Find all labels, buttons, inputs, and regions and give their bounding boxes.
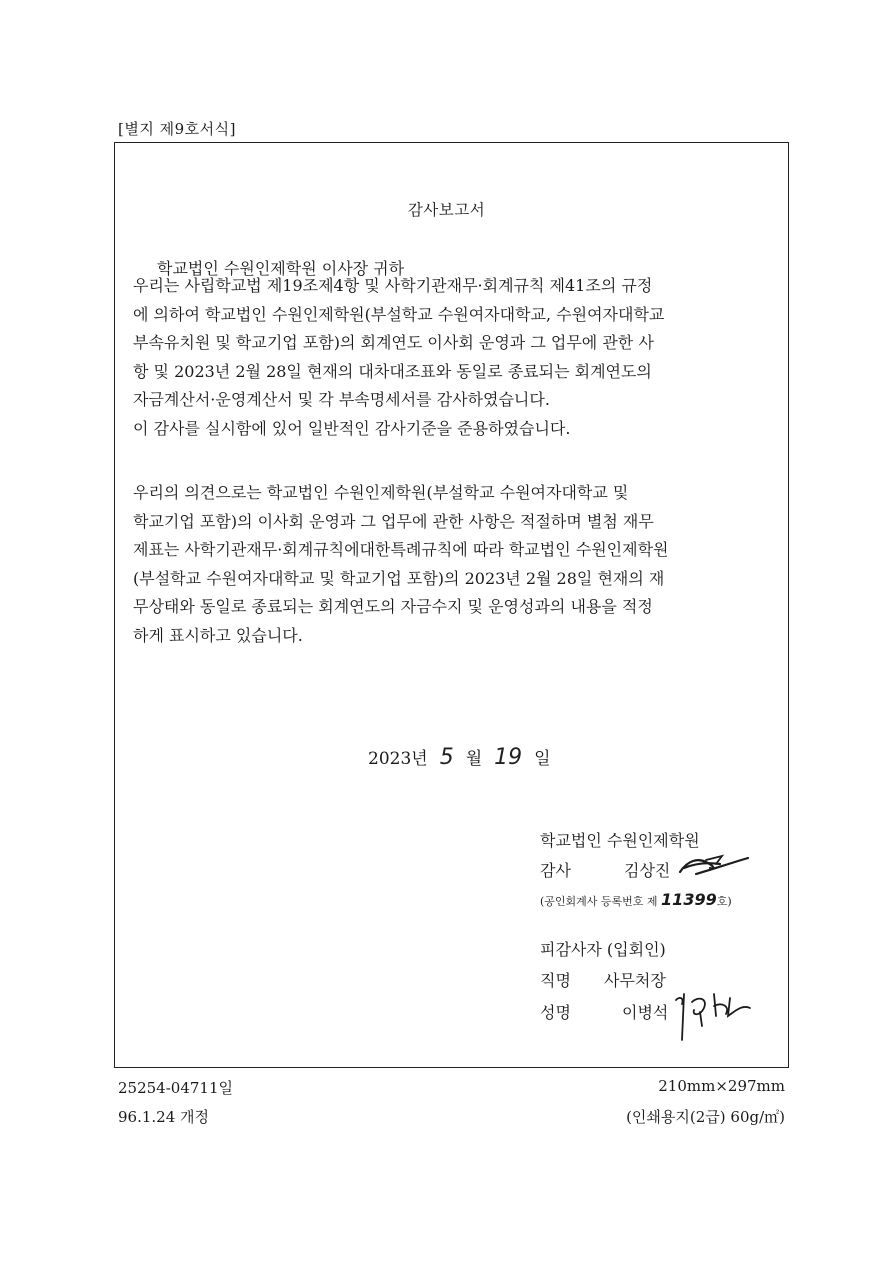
paragraph-line: 무상태와 동일로 종료되는 회계연도의 자금수지 및 운영성과의 내용을 적정 [133, 597, 653, 616]
paragraph-line: 우리는 사립학교법 제19조제4항 및 사학기관재무·회계규칙 제41조의 규정 [133, 276, 653, 295]
report-date [368, 744, 551, 770]
auditor-role: 감사 [540, 861, 571, 880]
paragraph-line: 하게 표시하고 있습니다. [133, 625, 303, 645]
paragraph-line: 제표는 사학기관재무·회계규칙에대한특례규칙에 따라 학교법인 수원인제학원 [133, 540, 669, 559]
auditee-name-value: 이병석 [622, 1003, 669, 1022]
auditee-title-label: 직명 [540, 971, 571, 990]
paragraph-line: 자금계산서·운영계산서 및 각 부속명세서를 감사하였습니다. [133, 390, 550, 409]
registration-suffix: 호) [716, 895, 732, 908]
date-day-unit: 일 [534, 749, 551, 769]
paragraph-line: 이 감사를 실시함에 있어 일반적인 감사기준을 준용하였습니다. [133, 418, 571, 438]
paragraph-line: 항 및 2023년 2월 28일 현재의 대차대조표와 동일로 종료되는 회계연도의 [133, 361, 652, 381]
paper-spec: (인쇄용지(2급) 60g/㎡) [626, 1108, 785, 1126]
auditor-org: 학교법인 수원인제학원 [540, 831, 700, 850]
scope-paragraph [133, 272, 793, 443]
paragraph-line: 에 의하여 학교법인 수원인제학원(부설학교 수원여자대학교, 수원여자대학교 [133, 304, 665, 324]
auditee-title-value: 사무처장 [604, 971, 666, 990]
form-label: [별지 제9호서식] [118, 120, 236, 138]
opinion-paragraph [133, 479, 793, 650]
date-day-value: 19 [494, 745, 523, 770]
registration-number: 11399 [661, 890, 717, 909]
registration-prefix: (공인회계사 등록번호 제 [540, 895, 658, 908]
document-title: 감사보고서 [407, 201, 486, 219]
addressee: 학교법인 수원인제학원 이사장 귀하 [157, 259, 405, 278]
paragraph-line: 학교기업 포함)의 이사회 운영과 그 업무에 관한 사항은 적절하며 별첨 재무 [133, 511, 654, 531]
paper-size: 210mm×297mm [658, 1077, 785, 1095]
date-year: 2023년 [368, 749, 428, 769]
paragraph-line: 우리의 의견으로는 학교법인 수원인제학원(부설학교 수원여자대학교 및 [133, 483, 629, 502]
form-number: 25254-04711일 [118, 1079, 233, 1097]
date-month-value: 5 [439, 745, 454, 770]
auditee-heading: 피감사자 (입회인) [540, 940, 666, 959]
auditee-signature [670, 986, 758, 1044]
paragraph-line: (부설학교 수원여자대학교 및 학교기업 포함)의 2023년 2월 28일 현재의 재 [133, 568, 665, 588]
date-month-unit: 월 [465, 749, 483, 769]
auditee-name-label: 성명 [540, 1003, 571, 1022]
auditor-name: 김상진 [624, 861, 671, 880]
revision-date: 96.1.24 개정 [118, 1108, 210, 1126]
auditor-signature [676, 850, 752, 880]
auditor-registration [540, 890, 732, 909]
paragraph-line: 부속유치원 및 학교기업 포함)의 회계연도 이사회 운영과 그 업무에 관한 사 [133, 333, 654, 352]
